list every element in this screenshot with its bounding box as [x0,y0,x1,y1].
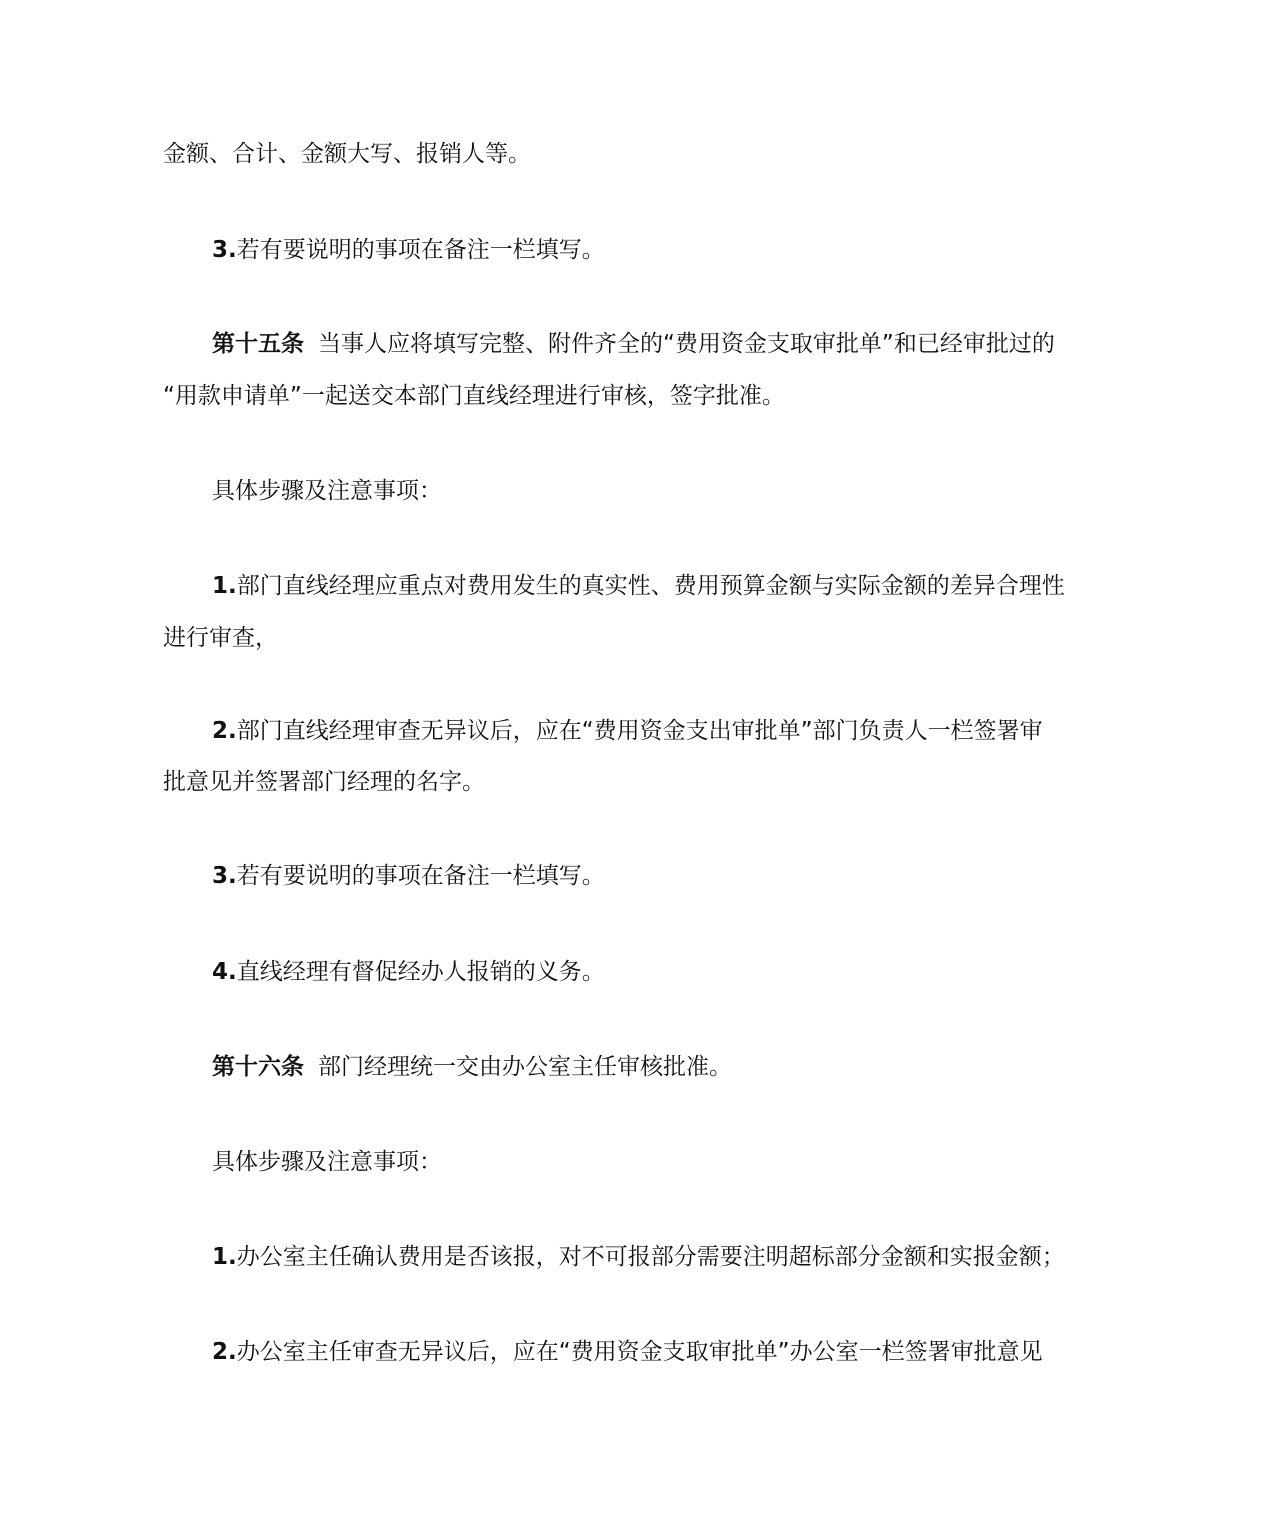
steps-heading [212,476,1172,506]
item-text: 办公室主任确认费用是否该报，对不可报部分需要注明超标部分金额和实报金额； [236,1244,1065,1270]
item-text: 直线经理有督促经办人报销的义务。 [236,959,605,985]
line-text: “用款申请单”一起送交本部门直线经理进行审核，签字批准。 [163,383,785,409]
list-item [212,716,1172,746]
item-number: 1. [212,1244,237,1270]
line-text: 具体步骤及注意事项： [212,1149,442,1175]
item-number: 3. [212,237,237,263]
list-item [212,571,1172,601]
item-number: 2. [212,718,237,744]
item-text: 部门直线经理审查无异议后，应在“费用资金支出审批单”部门负责人一栏签署审 [236,718,1043,744]
line-text: 进行审查， [163,625,278,651]
list-item [212,1337,1172,1367]
paragraph-line [163,139,1123,169]
paragraph-line [163,623,1123,653]
article-heading-line [212,329,1172,359]
article-text: 当事人应将填写完整、附件齐全的“费用资金支取审批单”和已经审批过的 [318,331,1055,357]
line-text: 金额、合计、金额大写、报销人等。 [163,141,531,167]
item-number: 4. [212,959,237,985]
item-text: 若有要说明的事项在备注一栏填写。 [236,237,605,263]
list-item [212,1242,1172,1272]
list-item [212,861,1172,891]
item-text: 办公室主任审查无异议后，应在“费用资金支取审批单”办公室一栏签署审批意见 [236,1339,1043,1365]
paragraph-line [163,767,1123,797]
item-text: 部门直线经理应重点对费用发生的真实性、费用预算金额与实际金额的差异合理性 [236,573,1065,599]
item-number: 2. [212,1339,237,1365]
list-item [212,235,1172,265]
item-number: 1. [212,573,237,599]
item-text: 若有要说明的事项在备注一栏填写。 [236,863,605,889]
line-text: 具体步骤及注意事项： [212,478,442,504]
article-number: 第十六条 [212,1054,304,1080]
article-number: 第十五条 [212,331,304,357]
article-text: 部门经理统一交由办公室主任审核批准。 [318,1054,732,1080]
item-number: 3. [212,863,237,889]
paragraph-line [163,381,1123,411]
list-item [212,957,1172,987]
steps-heading [212,1147,1172,1177]
article-heading-line [212,1052,1172,1082]
line-text: 批意见并签署部门经理的名字。 [163,769,485,795]
